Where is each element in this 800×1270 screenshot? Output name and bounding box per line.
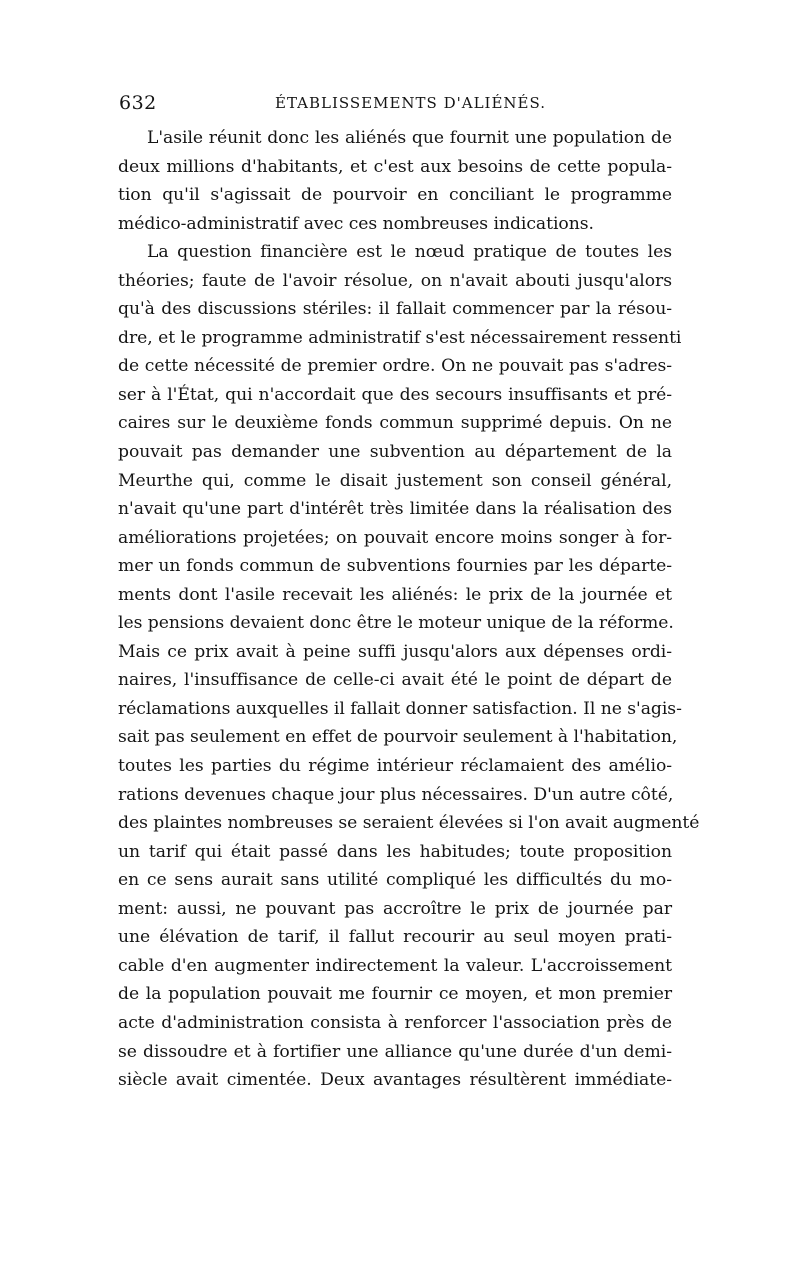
text-line: pouvait pas demander une subvention au département de la bbox=[118, 442, 672, 463]
text-line: Meurthe qui, comme le disait justement son conseil général, bbox=[118, 470, 672, 491]
text-line: améliorations projetées; on pouvait encore moins songer à for- bbox=[118, 527, 672, 548]
text-line: La question financière est le nœud pratique de toutes les bbox=[147, 242, 672, 263]
running-header bbox=[119, 92, 674, 120]
text-line: des plaintes nombreuses se seraient élevées si l'on avait augmenté bbox=[118, 813, 700, 834]
page-number: 632 bbox=[119, 92, 157, 114]
text-line: dre, et le programme administratif s'est nécessairement ressenti bbox=[118, 327, 682, 348]
text-line: rations devenues chaque jour plus nécessaires. D'un autre côté, bbox=[118, 784, 674, 805]
text-line: les pensions devaient donc être le moteur unique de la réforme. bbox=[118, 613, 674, 634]
text-line: caires sur le deuxième fonds commun supprimé depuis. On ne bbox=[118, 413, 672, 434]
text-line: naires, l'insuffisance de celle-ci avait été le point de départ de bbox=[118, 670, 672, 691]
text-line: tion qu'il s'agissait de pourvoir en conciliant le programme bbox=[118, 185, 672, 206]
text-line: mer un fonds commun de subventions fournies par les départe- bbox=[118, 556, 672, 577]
text-line: siècle avait cimentée. Deux avantages résultèrent immédiate- bbox=[118, 1070, 672, 1091]
text-line: en ce sens aurait sans utilité compliqué les difficultés du mo- bbox=[118, 870, 672, 891]
text-line: cable d'en augmenter indirectement la valeur. L'accroissement bbox=[118, 955, 672, 976]
text-line: n'avait qu'une part d'intérêt très limitée dans la réalisation des bbox=[118, 499, 672, 520]
text-line: Mais ce prix avait à peine suffi jusqu'alors aux dépenses ordi- bbox=[118, 641, 672, 662]
text-line: deux millions d'habitants, et c'est aux besoins de cette popula- bbox=[118, 156, 672, 177]
text-line: théories; faute de l'avoir résolue, on n'avait abouti jusqu'alors bbox=[118, 270, 672, 291]
text-line: réclamations auxquelles il fallait donner satisfaction. Il ne s'agis- bbox=[118, 698, 682, 719]
body-text bbox=[118, 124, 700, 1095]
text-line: un tarif qui était passé dans les habitudes; toute proposition bbox=[118, 841, 672, 862]
text-line: toutes les parties du régime intérieur réclamaient des amélio- bbox=[118, 756, 672, 777]
text-line: de la population pouvait me fournir ce moyen, et mon premier bbox=[118, 984, 672, 1005]
text-line: ment: aussi, ne pouvant pas accroître le prix de journée par bbox=[118, 898, 672, 919]
text-line: acte d'administration consista à renforcer l'association près de bbox=[118, 1012, 672, 1033]
text-line: qu'à des discussions stériles: il fallait commencer par la résou- bbox=[118, 299, 672, 320]
text-line: sait pas seulement en effet de pourvoir seulement à l'habitation, bbox=[118, 727, 678, 748]
text-line: L'asile réunit donc les aliénés que fournit une population de bbox=[147, 128, 672, 148]
text-line: ser à l'État, qui n'accordait que des secours insuffisants et pré- bbox=[118, 384, 672, 405]
text-line: se dissoudre et à fortifier une alliance qu'une durée d'un demi- bbox=[118, 1041, 672, 1062]
text-line: médico-administratif avec ces nombreuses indications. bbox=[118, 213, 594, 234]
text-line: ments dont l'asile recevait les aliénés: le prix de la journée et bbox=[118, 584, 672, 605]
running-title: ÉTABLISSEMENTS D'ALIÉNÉS. bbox=[275, 94, 546, 112]
text-line: une élévation de tarif, il fallut recourir au seul moyen prati- bbox=[118, 927, 672, 948]
text-line: de cette nécessité de premier ordre. On ne pouvait pas s'adres- bbox=[118, 356, 672, 377]
